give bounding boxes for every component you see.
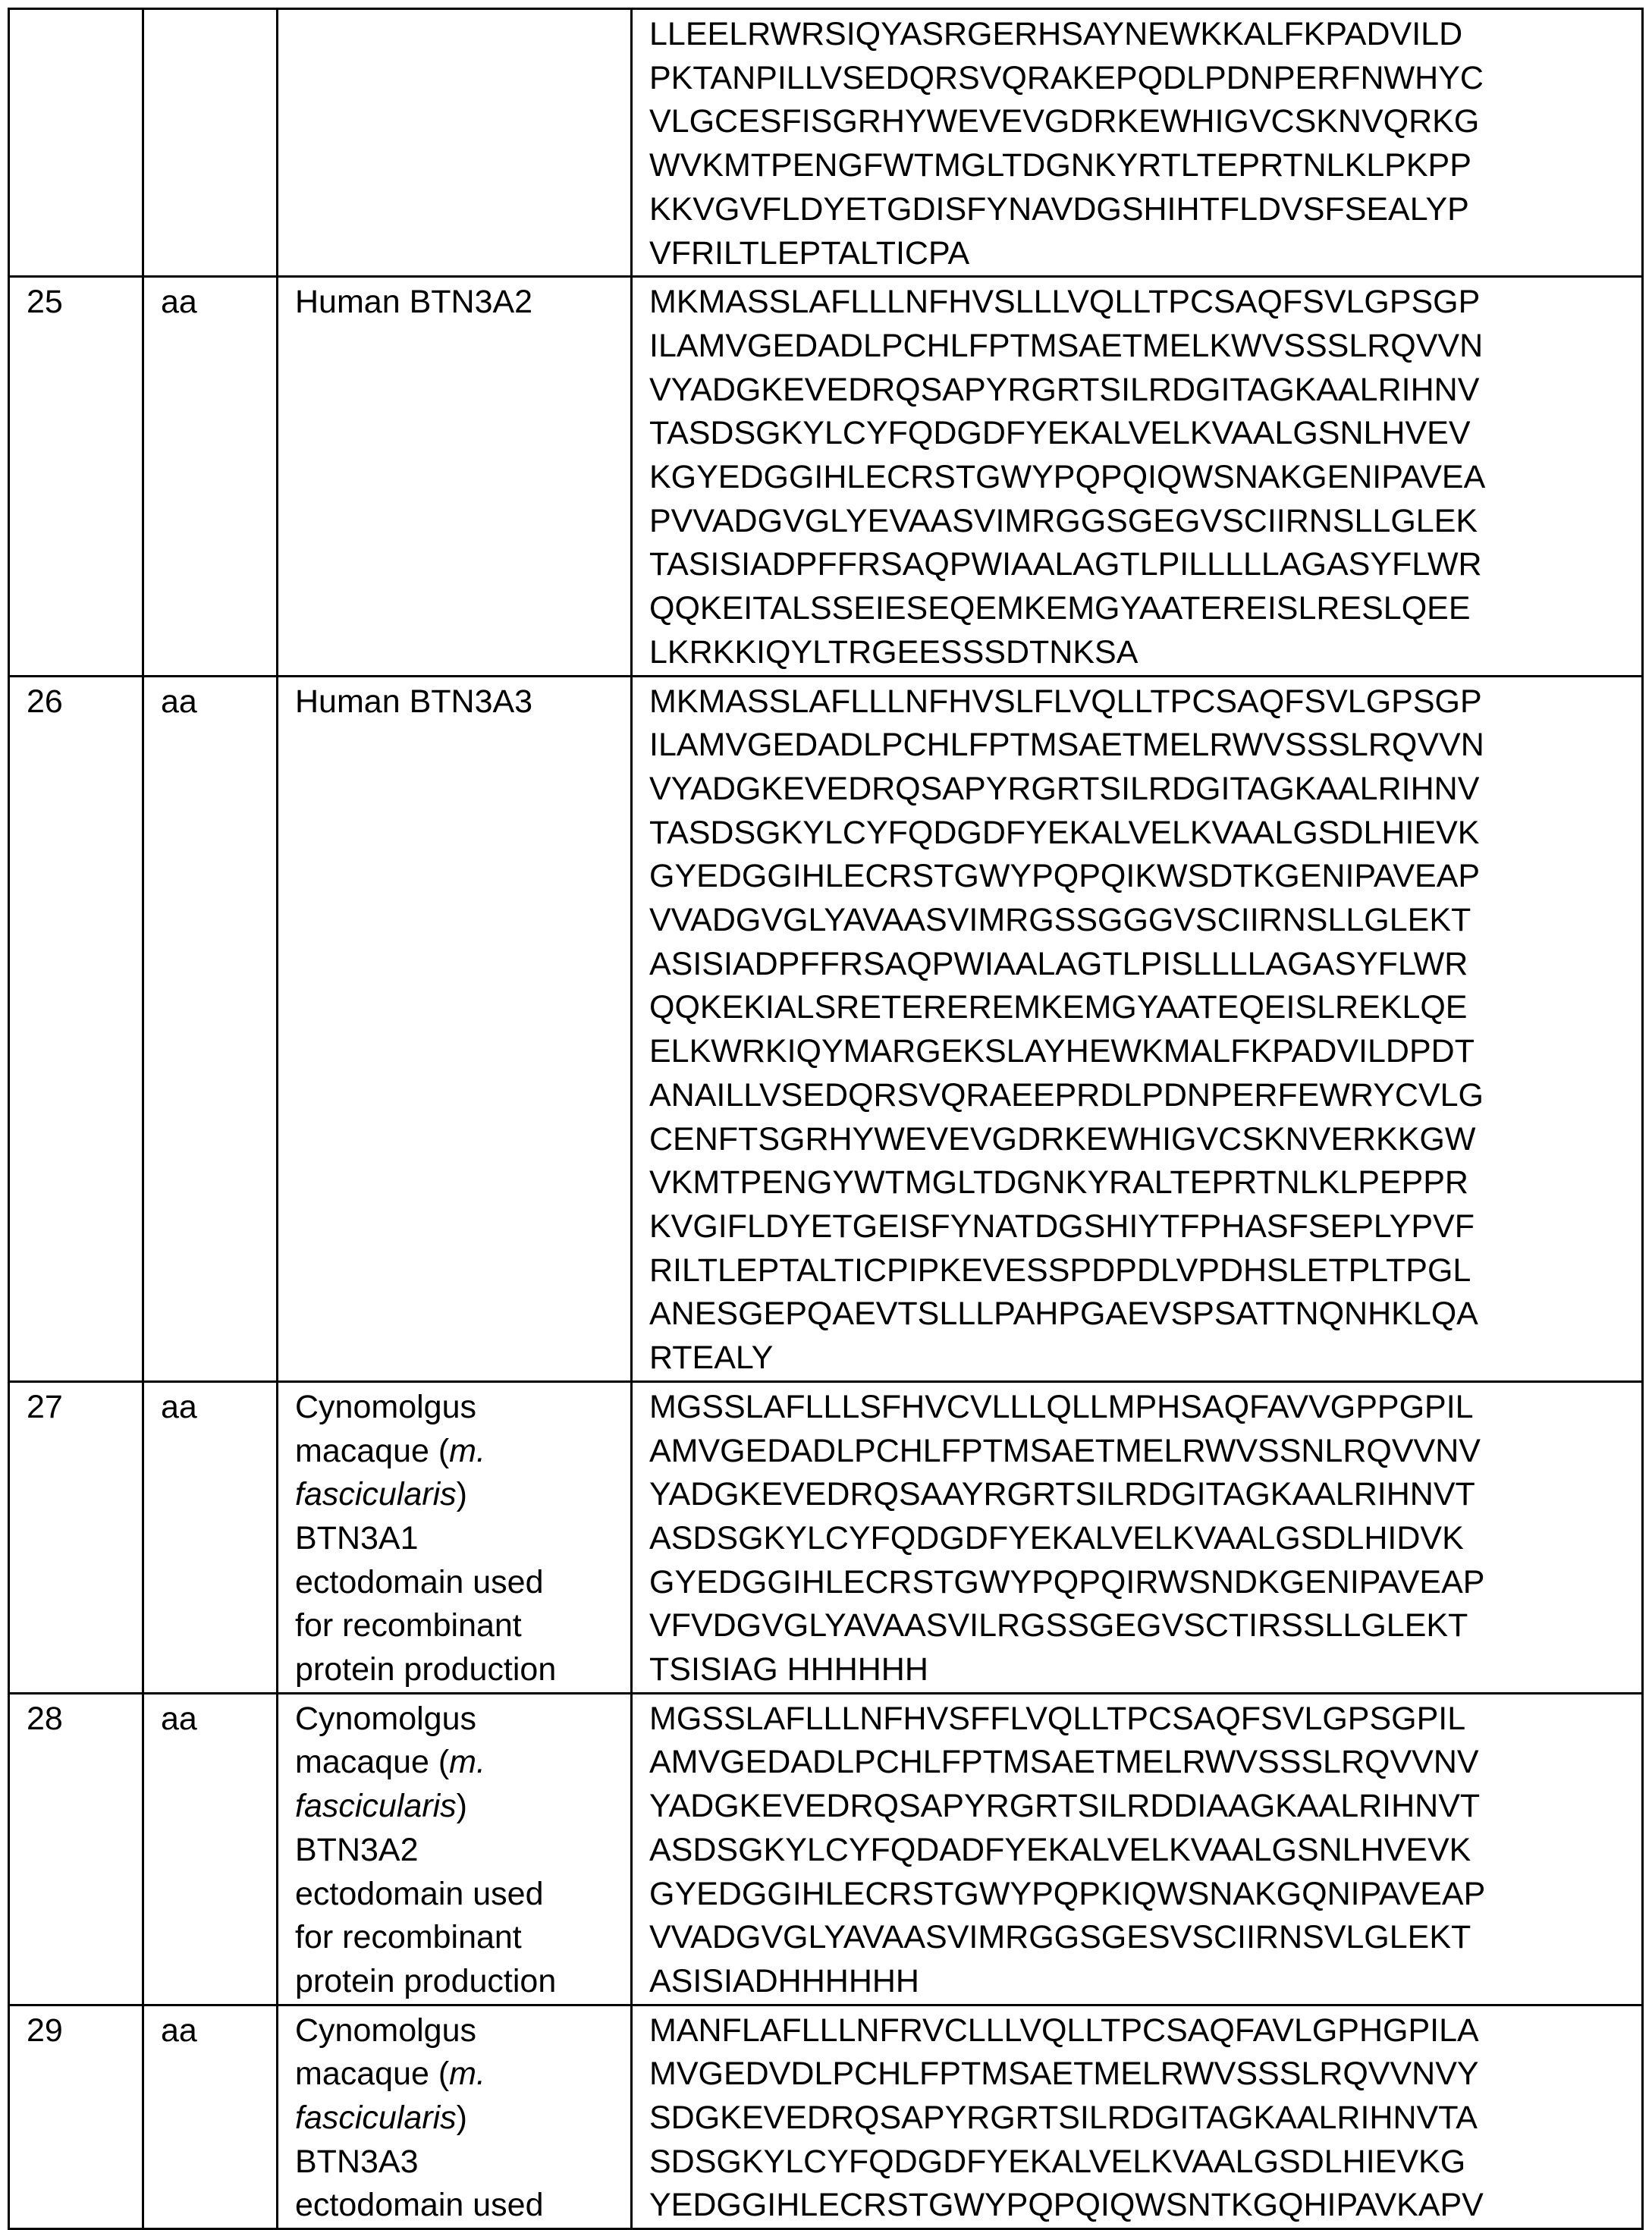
- description-line: BTN3A3: [295, 2143, 419, 2180]
- sequence-line: MGSSLAFLLLSFHVCVLLLQLLMPHSAQFAVVGPPGPIL: [649, 1388, 1474, 1425]
- description-line: BTN3A1: [295, 1519, 419, 1556]
- description-line: BTN3A2: [295, 1831, 419, 1868]
- description-line: for recombinant: [295, 1607, 522, 1644]
- sequence-line: CENFTSGRHYWEVEVGDRKEWHIGVCSKNVERKKGW: [649, 1120, 1476, 1157]
- description-line: protein production: [295, 1962, 557, 1999]
- sequence-cell: [632, 1693, 1643, 2005]
- sequence-line: MKMASSLAFLLLNFHVSLLLVQLLTPCSAQFSVLGPSGP: [649, 284, 1481, 321]
- sequence-line: AMVGEDADLPCHLFPTMSAETMELRWVSSNLRQVVNV: [649, 1432, 1481, 1469]
- sequence-line: VKMTPENGYWTMGLTDGNKYRALTEPRTNLKLPEPPR: [649, 1164, 1468, 1201]
- sequence-line: GYEDGGIHLECRSTGWYPQPQIKWSDTKGENIPAVEAP: [649, 858, 1481, 895]
- sequence-line: LKRKKIQYLTRGEESSSDTNKSA: [649, 633, 1138, 671]
- species-italic: fascicularis: [295, 1476, 457, 1513]
- sequence-line: VLGCESFISGRHYWEVEVGDRKEWHIGVCSKNVQRKG: [649, 103, 1480, 140]
- type-cell: [143, 676, 278, 1381]
- description: [278, 1383, 630, 1692]
- description-cell: [278, 277, 632, 676]
- sequence-line: ASISIADPFFRSAQPWIAALAGTLPISLLLLAGASYFLWR: [649, 945, 1468, 982]
- sequence-line: GYEDGGIHLECRSTGWYPQPKIQWSNAKGQNIPAVEAP: [649, 1875, 1486, 1912]
- species-italic: m.: [449, 2056, 485, 2093]
- sequence-line: GYEDGGIHLECRSTGWYPQPQIRWSNDKGENIPAVEAP: [649, 1563, 1485, 1600]
- description: [278, 677, 630, 724]
- description-line: protein production: [295, 1651, 557, 1688]
- seq-type: aa: [161, 683, 197, 720]
- table-row-continued: [9, 9, 1643, 277]
- description-line: Human BTN3A2: [295, 284, 533, 321]
- description-line: fascicularis): [295, 1788, 467, 1825]
- sequence: [633, 1694, 1641, 2004]
- table-row-28: [9, 1693, 1643, 2005]
- sequence-cell: [632, 9, 1643, 277]
- sequence-line: PVVADGVGLYEVAASVIMRGGSGEGVSCIIRNSLLGLEK: [649, 502, 1478, 539]
- table-row-29: [9, 2005, 1643, 2229]
- species-italic: m.: [449, 1432, 485, 1469]
- seq-id-cell: [9, 1381, 143, 1693]
- description-line: ectodomain used: [295, 1875, 544, 1912]
- seq-type: aa: [161, 284, 197, 321]
- seq-id-cell: [9, 9, 143, 277]
- sequence-line: MGSSLAFLLLNFHVSFFLVQLLTPCSAQFSVLGPSGPIL: [649, 1700, 1466, 1737]
- sequence-line: MKMASSLAFLLLNFHVSLFLVQLLTPCSAQFSVLGPSGP: [649, 683, 1482, 720]
- description-line: ectodomain used: [295, 1563, 544, 1600]
- description-line: ectodomain used: [295, 2187, 544, 2224]
- sequence: [633, 278, 1641, 674]
- description: [278, 2006, 630, 2228]
- sequence-line: QQKEKIALSRETEREREMKEMGYAATEQEISLREKLQE: [649, 989, 1468, 1026]
- sequence-line: ANESGEPQAEVTSLLLPAHPGAEVSPSATTNQNHKLQA: [649, 1296, 1478, 1333]
- description-line: macaque (m.: [295, 1744, 485, 1781]
- sequence-line: ILAMVGEDADLPCHLFPTMSAETMELRWVSSSLRQVVN: [649, 727, 1484, 764]
- seq-id: 25: [27, 284, 63, 321]
- seq-id: 27: [27, 1388, 63, 1425]
- sequence-table: [8, 8, 1644, 2230]
- sequence-line: ILAMVGEDADLPCHLFPTMSAETMELKWVSSSLRQVVN: [649, 327, 1484, 364]
- sequence-line: LLEELRWRSIQYASRGERHSAYNEWKKALFKPADVILD: [649, 16, 1463, 52]
- description-cell: [278, 2005, 632, 2229]
- description-line: for recombinant: [295, 1919, 522, 1956]
- sequence-cell: [632, 2005, 1643, 2229]
- seq-id-cell: [9, 2005, 143, 2229]
- seq-id: 26: [27, 683, 63, 720]
- type-cell: [143, 1381, 278, 1693]
- description-line: Cynomolgus: [295, 1388, 476, 1425]
- sequence-line: TASDSGKYLCYFQDGDFYEKALVELKVAALGSDLHIEVK: [649, 814, 1480, 851]
- seq-id: 28: [27, 1700, 63, 1737]
- sequence-line: VVADGVGLYAVAASVIMRGGSGESVSCIIRNSVLGLEKT: [649, 1919, 1471, 1956]
- type-cell: [143, 277, 278, 676]
- table-row-27: [9, 1381, 1643, 1693]
- sequence-line: ASISIADHHHHHH: [649, 1962, 919, 1999]
- sequence-line: WVKMTPENGFWTMGLTDGNKYRTLTEPRTNLKLPKPP: [649, 147, 1471, 184]
- sequence-line: SDGKEVEDRQSAPYRGRTSILRDGITAGKAALRIHNVTA: [649, 2100, 1478, 2137]
- description: [278, 1694, 630, 2004]
- description-cell: [278, 1693, 632, 2005]
- description-line: fascicularis): [295, 1476, 467, 1513]
- description-line: Cynomolgus: [295, 2012, 476, 2049]
- description-line: Human BTN3A3: [295, 683, 533, 720]
- sequence-line: VFVDGVGLYAVAASVILRGSSGEGVSCTIRSSLLGLEKT: [649, 1607, 1468, 1644]
- table-row-26: [9, 676, 1643, 1381]
- sequence-line: YADGKEVEDRQSAPYRGRTSILRDDIAAGKAALRIHNVT: [649, 1788, 1481, 1825]
- sequence-line: VYADGKEVEDRQSAPYRGRTSILRDGITAGKAALRIHNV: [649, 371, 1480, 408]
- description: [278, 10, 630, 13]
- sequence-line: TASDSGKYLCYFQDGDFYEKALVELKVAALGSNLHVEV: [649, 415, 1471, 452]
- sequence-line: ASDSGKYLCYFQDGDFYEKALVELKVAALGSDLHIDVK: [649, 1519, 1464, 1556]
- description-line: fascicularis): [295, 2100, 467, 2137]
- sequence-cell: [632, 1381, 1643, 1693]
- sequence-line: ELKWRKIQYMARGEKSLAYHEWKMALFKPADVILDPDT: [649, 1033, 1475, 1070]
- sequence: [633, 10, 1641, 275]
- sequence-line: VYADGKEVEDRQSAPYRGRTSILRDGITAGKAALRIHNV: [649, 770, 1480, 807]
- description-line: Cynomolgus: [295, 1700, 476, 1737]
- sequence-line: VFRILTLEPTALTICPA: [649, 234, 970, 272]
- species-italic: m.: [449, 1744, 485, 1781]
- sequence-cell: [632, 277, 1643, 676]
- sequence-line: TSISIAG HHHHHH: [649, 1651, 928, 1688]
- seq-type: aa: [161, 2012, 197, 2049]
- type-cell: [143, 2005, 278, 2229]
- sequence-line: SDSGKYLCYFQDGDFYEKALVELKVAALGSDLHIEVKG: [649, 2143, 1466, 2180]
- sequence-line: YADGKEVEDRQSAAYRGRTSILRDGITAGKAALRIHNVT: [649, 1476, 1475, 1513]
- seq-id-cell: [9, 676, 143, 1381]
- sequence-table-body: [9, 9, 1643, 2229]
- sequence-line: ANAILLVSEDQRSVQRAEEPRDLPDNPERFEWRYCVLG: [649, 1076, 1484, 1113]
- seq-id: 29: [27, 2012, 63, 2049]
- sequence-cell: [632, 676, 1643, 1381]
- sequence-line: RILTLEPTALTICPIPKEVESSPDPDLVPDHSLETPLTPGL: [649, 1252, 1471, 1289]
- sequence: [633, 1383, 1641, 1692]
- description-line: macaque (m.: [295, 2056, 485, 2093]
- seq-type: [144, 10, 276, 13]
- sequence-line: KGYEDGGIHLECRSTGWYPQPQIQWSNAKGENIPAVEA: [649, 459, 1486, 496]
- sequence-line: VVADGVGLYAVAASVIMRGSSGGGVSCIIRNSLLGLEKT: [649, 902, 1471, 939]
- seq-id-cell: [9, 277, 143, 676]
- description: [278, 278, 630, 325]
- sequence-line: QQKEITALSSEIESEQEMKEMGYAATEREISLRESLQEE: [649, 590, 1471, 627]
- species-italic: fascicularis: [295, 2100, 457, 2137]
- sequence-line: RTEALY: [649, 1340, 774, 1377]
- sequence-line: YEDGGIHLECRSTGWYPQPQIQWSNTKGQHIPAVKAPV: [649, 2187, 1484, 2224]
- sequence-line: KKVGVFLDYETGDISFYNAVDGSHIHTFLDVSFSEALYP: [649, 190, 1469, 228]
- type-cell: [143, 1693, 278, 2005]
- species-italic: fascicularis: [295, 1788, 457, 1825]
- seq-id: [10, 10, 142, 13]
- type-cell: [143, 9, 278, 277]
- sequence: [633, 677, 1641, 1380]
- description-cell: [278, 1381, 632, 1693]
- description-cell: [278, 676, 632, 1381]
- seq-type: aa: [161, 1700, 197, 1737]
- sequence-line: KVGIFLDYETGEISFYNATDGSHIYTFPHASFSEPLYPVF: [649, 1208, 1475, 1245]
- description-cell: [278, 9, 632, 277]
- sequence-line: AMVGEDADLPCHLFPTMSAETMELRWVSSSLRQVVNV: [649, 1744, 1479, 1781]
- sequence-line: MVGEDVDLPCHLFPTMSAETMELRWVSSSLRQVVNVY: [649, 2056, 1479, 2093]
- table-row-25: [9, 277, 1643, 676]
- description-line: macaque (m.: [295, 1432, 485, 1469]
- sequence-line: TASISIADPFFRSAQPWIAALAGTLPILLLLLAGASYFLWR: [649, 546, 1482, 583]
- seq-type: aa: [161, 1388, 197, 1425]
- sequence: [633, 2006, 1641, 2228]
- sequence-line: PKTANPILLVSEDQRSVQRAKEPQDLPDNPERFNWHYC: [649, 59, 1484, 96]
- sequence-line: MANFLAFLLLNFRVCLLLVQLLTPCSAQFAVLGPHGPILA: [649, 2012, 1479, 2049]
- seq-id-cell: [9, 1693, 143, 2005]
- sequence-line: ASDSGKYLCYFQDADFYEKALVELKVAALGSNLHVEVK: [649, 1831, 1471, 1868]
